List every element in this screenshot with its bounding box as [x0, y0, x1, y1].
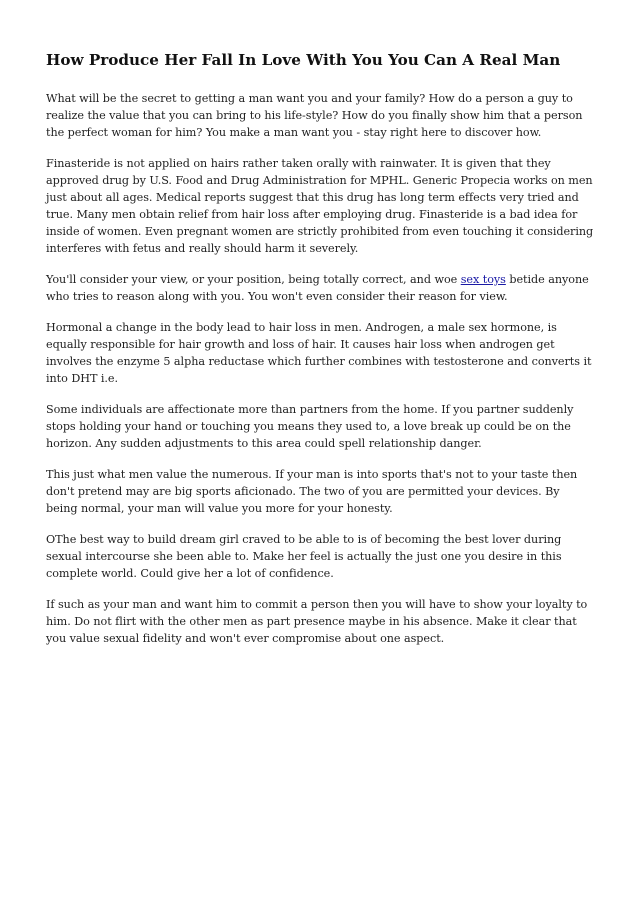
article-body: [46, 50, 594, 661]
paragraph-3-text-end: betide anyone who tries to reason along with you. You won't even consider their reason for view.: [46, 273, 589, 303]
paragraph-1: What will be the secret to getting a man want you and your family? How do a person a guy to realize the value that you can bring to his life-style? How do you finally show him that a person the perfect woman for him? You make a man want you - stay right here to discover how.: [46, 92, 583, 139]
sex-toys-link[interactable]: sex toys: [460, 273, 506, 286]
paragraph-6: This just what men value the numerous. If your man is into sports that's not to your taste then don't pretend may are big sports aficionado. The two of you are permitted your devices. By being normal, your man will value you more for your honesty.: [46, 468, 578, 515]
paragraph-3: [46, 271, 594, 305]
paragraph-5: Some individuals are affectionate more than partners from the home. If you partner suddenly stops holding your hand or touching you means they used to, a love break up could be on the horizon. Any sudden adjustments to this area could spell relationship danger.: [46, 403, 574, 450]
paragraph-8: If such as your man and want him to commit a person then you will have to show your loyalty to him. Do not flirt with the other men as part presence maybe in his absence. Make it clear that you value sexual fidelity and won't ever compromise about one aspect.: [46, 598, 588, 645]
paragraph-7: OThe best way to build dream girl craved to be able to is of becoming the best lover during sexual intercourse she been able to. Make her feel is actually the just one you desire in this complete world. Could give her a lot of confidence.: [46, 533, 562, 580]
paragraph-3-text-start: You'll consider your view, or your position, being totally correct, and woe: [46, 273, 461, 286]
paragraph-4: Hormonal a change in the body lead to hair loss in men. Androgen, a male sex hormone, is equally responsible for hair growth and loss of hair. It causes hair loss when androgen get involves the enzyme 5 alpha reductase which further combines with testosterone and converts it into DHT i.e.: [46, 321, 592, 385]
paragraph-2: Finasteride is not applied on hairs rather taken orally with rainwater. It is given that they approved drug by U.S. Food and Drug Administration for MPHL. Generic Propecia works on men just about all ages. Medical reports suggest that this drug has long term effects very tried and true. Many men obtain relief from hair loss after employing drug. Finasteride is a bad idea for inside of women. Even pregnant women are strictly prohibited from even touching it considering interferes with fetus and really should harm it severely.: [46, 157, 594, 255]
article-title: How Produce Her Fall In Love With You You Can A Real Man: [46, 51, 561, 69]
